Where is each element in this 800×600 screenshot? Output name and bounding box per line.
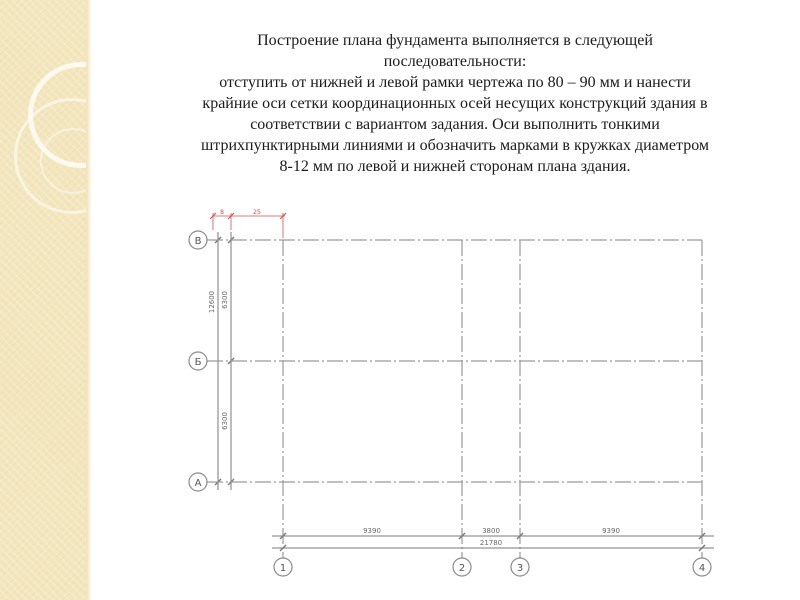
dimension-span-3800: 3800	[482, 527, 500, 535]
axis-marker-2	[453, 558, 471, 576]
text-line-5: соответствии с вариантом задания. Оси выполнить тонкими	[250, 116, 660, 133]
offset-label-25: 25	[253, 209, 261, 216]
dimension-span-9390-left: 9390	[363, 527, 381, 535]
text-line-2: последовательности:	[383, 53, 527, 70]
axis-marker-b	[189, 352, 207, 370]
column-axis-markers	[274, 558, 711, 576]
axis-marker-label: 3	[516, 563, 524, 574]
axis-marker-a	[189, 473, 207, 491]
dimension-span-6300-lower: 6300	[221, 412, 229, 430]
axis-marker-label: А	[194, 478, 202, 489]
axis-marker-label: 2	[458, 563, 466, 574]
horizontal-dimensions	[272, 527, 714, 551]
axis-marker-label: Б	[194, 357, 202, 368]
axis-marker-label: В	[194, 236, 202, 247]
dimension-span-6300-upper: 6300	[221, 291, 229, 309]
row-axis-lines	[207, 240, 702, 482]
text-line-1: Построение плана фундамента выполняется в следующей	[257, 32, 653, 49]
dimension-total-12600: 12600	[208, 290, 216, 314]
text-line-4: крайние оси сетки координационных осей несущих конструкций здания в	[202, 95, 708, 112]
axis-marker-label: 1	[279, 563, 287, 574]
dimension-span-9390-right: 9390	[602, 527, 620, 535]
axis-marker-3	[511, 558, 529, 576]
text-line-6: штрихпунктирными линиями и обозначить марками в кружках диаметром	[200, 137, 710, 154]
axis-marker-1	[274, 558, 292, 576]
text-line-7: 8-12 мм по левой и нижней сторонам плана здания.	[279, 158, 631, 175]
axis-marker-v	[189, 231, 207, 249]
text-line-3: отступить от нижней и левой рамки чертежа по 80 – 90 мм и нанести	[219, 74, 691, 91]
row-axis-markers	[189, 231, 207, 491]
offset-label-8: 8	[220, 209, 224, 216]
column-axis-lines	[283, 240, 702, 558]
axis-marker-4	[693, 558, 711, 576]
axis-marker-label: 4	[698, 563, 706, 574]
offset-dimensions	[210, 209, 286, 238]
dimension-total-21780: 21780	[479, 539, 503, 547]
